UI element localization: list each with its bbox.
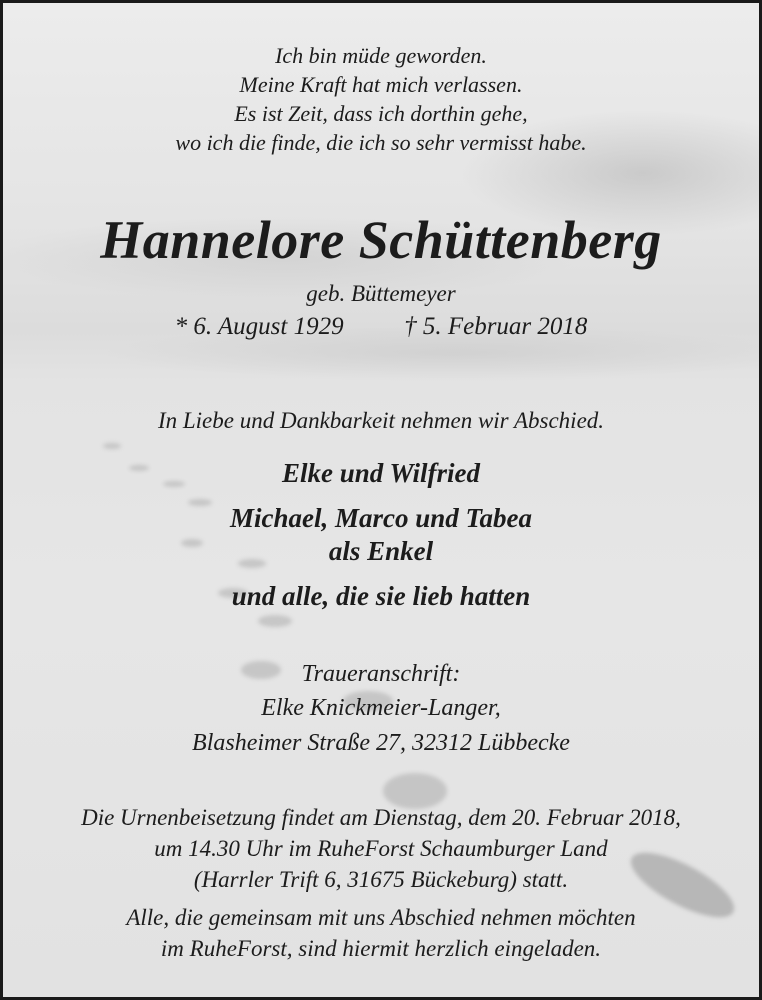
address-name: Elke Knickmeier-Langer, — [261, 695, 501, 721]
life-dates — [3, 313, 759, 341]
ceremony-line: Die Urnenbeisetzung findet am Dienstag, dem 20. Februar 2018, — [81, 805, 681, 830]
family-line: als Enkel — [328, 536, 434, 566]
ceremony-line: (Harrler Trift 6, 31675 Bückeburg) statt. — [193, 867, 569, 892]
address-label: Traueranschrift: — [301, 661, 461, 687]
farewell-text: In Liebe und Dankbarkeit nehmen wir Abschied. — [157, 408, 605, 433]
deceased-name: Hannelore Schüttenberg — [100, 210, 662, 270]
address-street: Blasheimer Straße 27, 32312 Lübbecke — [192, 730, 570, 756]
obituary-notice — [3, 3, 759, 997]
invitation-line: Alle, die gemeinsam mit uns Abschied nehmen möchten — [126, 905, 636, 930]
poem-line: Ich bin müde geworden. — [275, 43, 487, 68]
invitation-line: im RuheForst, sind hiermit herzlich eingeladen. — [160, 936, 602, 961]
family-line: Elke und Wilfried — [281, 458, 481, 488]
family-line: und alle, die sie lieb hatten — [231, 581, 531, 611]
family-line: Michael, Marco und Tabea — [229, 503, 533, 533]
maiden-name: geb. Büttemeyer — [306, 281, 456, 306]
poem-line: wo ich die finde, die ich so sehr vermisst habe. — [175, 130, 587, 155]
poem-line: Meine Kraft hat mich verlassen. — [239, 72, 523, 97]
poem-line: Es ist Zeit, dass ich dorthin gehe, — [234, 101, 528, 126]
ceremony-line: um 14.30 Uhr im RuheForst Schaumburger Land — [154, 836, 608, 861]
death-date: † 5. Februar 2018 — [404, 313, 588, 340]
birth-date: * 6. August 1929 — [174, 313, 344, 340]
